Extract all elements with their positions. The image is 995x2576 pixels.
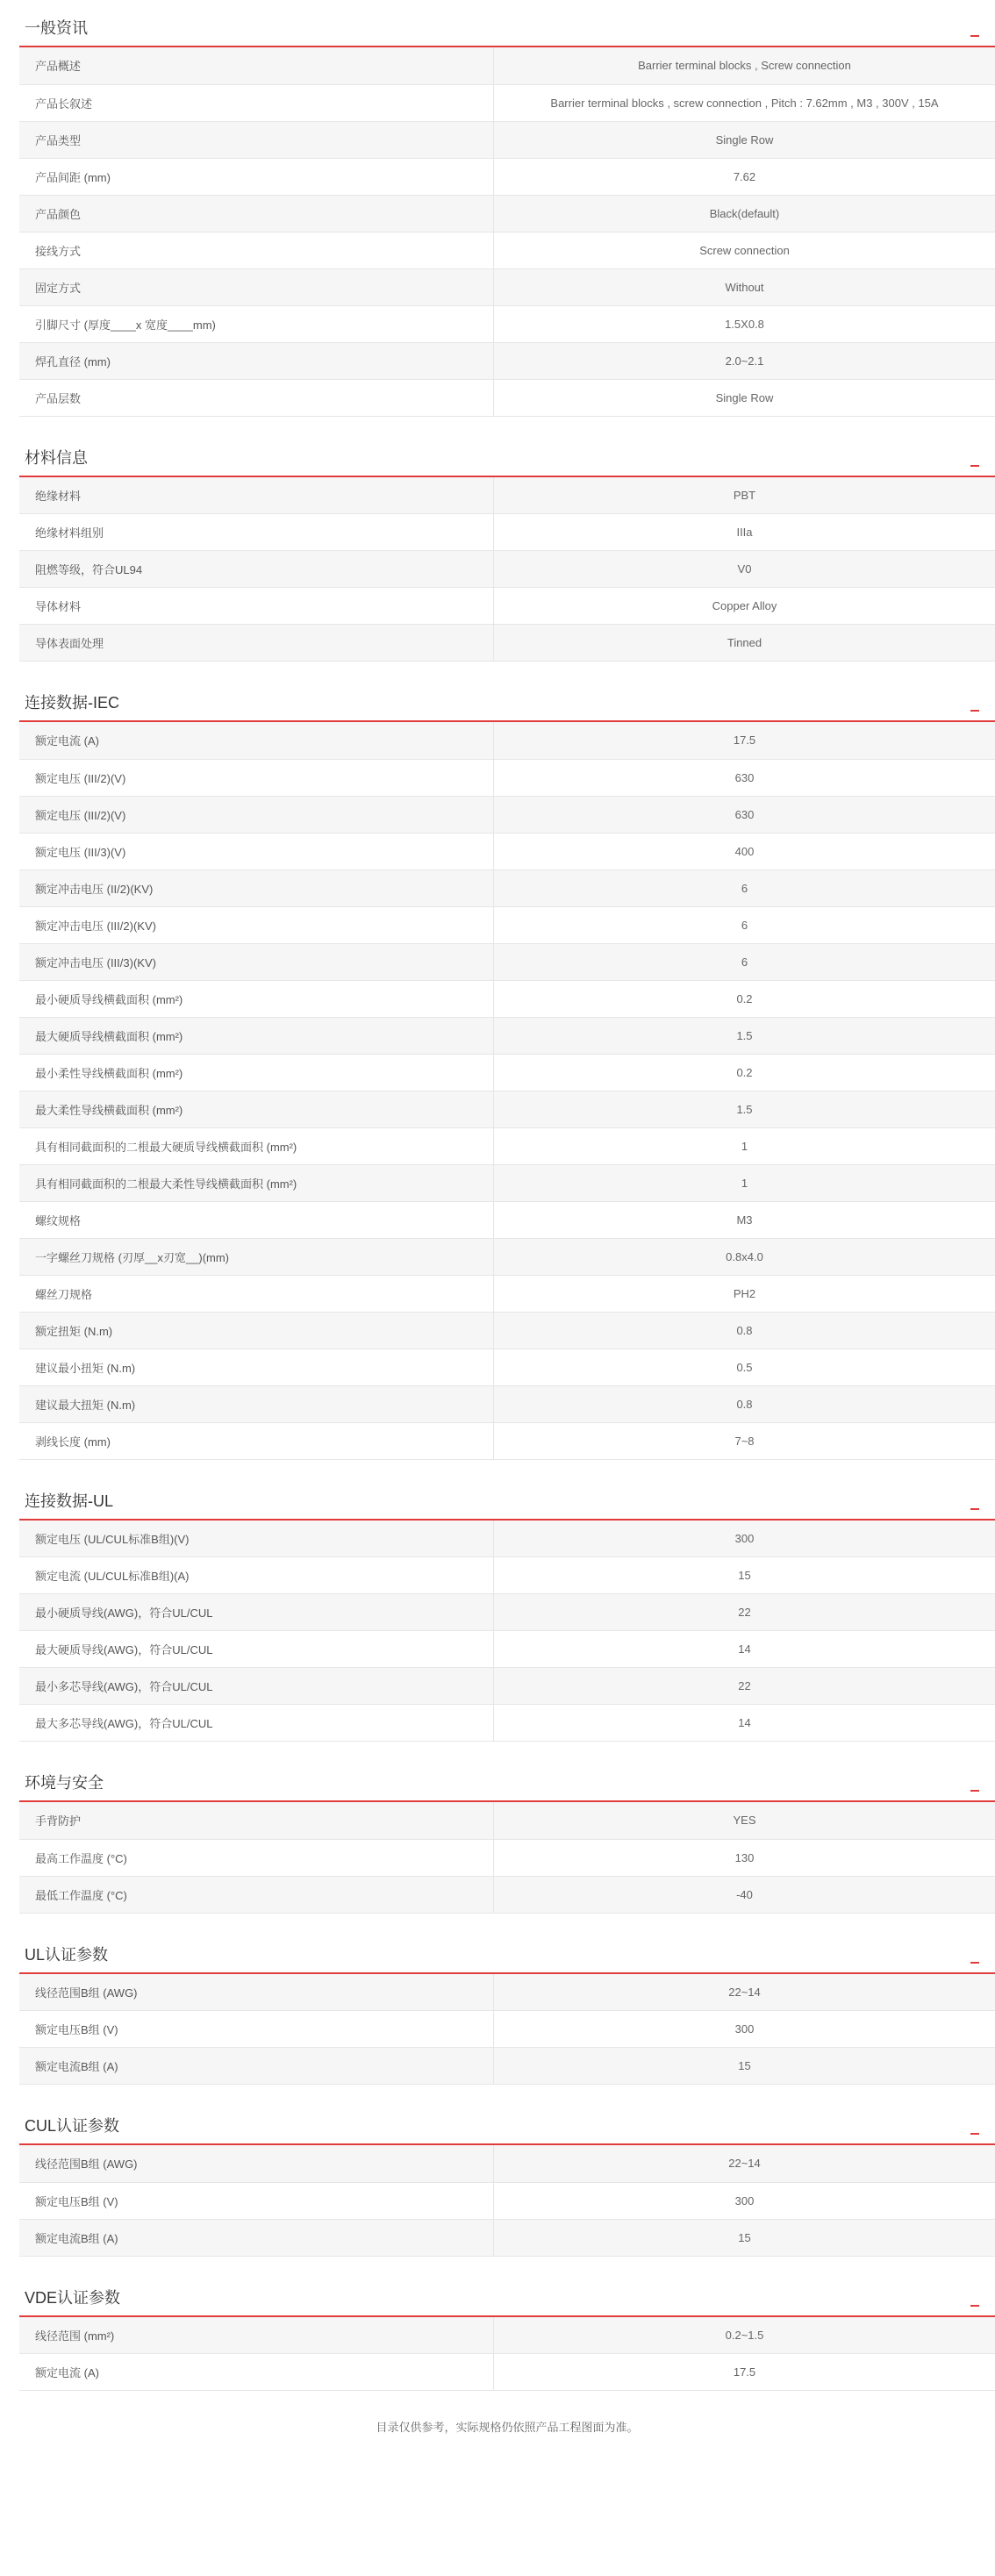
spec-label: 引脚尺寸 (厚度____x 宽度____mm) — [19, 305, 494, 342]
spec-value: 22 — [738, 1679, 751, 1692]
spec-value: YES — [733, 1814, 756, 1828]
table-row — [19, 1802, 995, 1839]
spec-label: 导体表面处理 — [19, 625, 494, 662]
table-row — [19, 1557, 995, 1594]
table-row — [19, 1668, 995, 1705]
spec-label: 螺纹规格 — [19, 1201, 494, 1238]
spec-section — [19, 1769, 995, 1914]
spec-sections — [19, 14, 995, 2391]
spec-label: 最大硬质导线横截面积 (mm²) — [19, 1017, 494, 1054]
spec-value: 1.5 — [736, 1028, 753, 1042]
spec-label: 最小柔性导线横截面积 (mm²) — [19, 1054, 494, 1091]
spec-table — [19, 2317, 995, 2392]
spec-value: 300 — [734, 2022, 755, 2036]
spec-section — [19, 14, 995, 417]
section-title: CUL认证参数 — [25, 2117, 120, 2135]
spec-label: 额定电压 (III/2)(V) — [19, 759, 494, 796]
spec-value: 0.8 — [736, 1323, 753, 1337]
table-row — [19, 1876, 995, 1913]
spec-value: 300 — [734, 1531, 755, 1545]
spec-value: 6 — [741, 918, 748, 932]
section-title: 连接数据-IEC — [25, 694, 119, 712]
spec-label: 额定电流 (A) — [19, 722, 494, 759]
table-row — [19, 1017, 995, 1054]
table-row — [19, 268, 995, 305]
spec-value: 300 — [734, 2193, 755, 2207]
spec-value: IIIa — [736, 526, 753, 539]
spec-value: 2.0~2.1 — [725, 354, 764, 368]
spec-value: Tinned — [727, 636, 762, 649]
spec-label: 额定电压 (III/3)(V) — [19, 833, 494, 869]
spec-label: 产品层数 — [19, 379, 494, 416]
spec-value: Barrier terminal blocks , Screw connection — [638, 59, 851, 73]
spec-section — [19, 2284, 995, 2392]
spec-value: 1 — [741, 1139, 748, 1153]
spec-value: 7.62 — [733, 169, 756, 183]
table-row — [19, 1705, 995, 1742]
spec-table — [19, 2145, 995, 2257]
table-row — [19, 47, 995, 84]
spec-label: 导体材料 — [19, 588, 494, 625]
table-row — [19, 1349, 995, 1385]
table-row — [19, 232, 995, 268]
table-row — [19, 1054, 995, 1091]
spec-label: 一字螺丝刀规格 (刃厚__x刃宽__)(mm) — [19, 1238, 494, 1275]
table-row — [19, 158, 995, 195]
spec-value: 0.8x4.0 — [726, 1249, 763, 1263]
table-row — [19, 551, 995, 588]
table-row — [19, 305, 995, 342]
table-row — [19, 2011, 995, 2048]
collapse-icon[interactable] — [969, 21, 981, 39]
spec-label: 额定电流B组 (A) — [19, 2219, 494, 2256]
spec-value: 15 — [738, 2230, 751, 2244]
spec-value: 630 — [734, 770, 755, 784]
spec-value: 6 — [741, 881, 748, 895]
spec-page — [19, 0, 995, 2435]
table-row — [19, 1974, 995, 2011]
spec-value: 400 — [734, 844, 755, 858]
table-row — [19, 1127, 995, 1164]
spec-value: 14 — [738, 1716, 751, 1729]
table-row — [19, 342, 995, 379]
collapse-icon[interactable] — [969, 451, 981, 469]
spec-value: 130 — [734, 1850, 755, 1864]
spec-value: 0.5 — [736, 1360, 753, 1374]
spec-value: V0 — [737, 562, 752, 576]
table-row — [19, 1091, 995, 1127]
spec-value: 0.2 — [736, 991, 753, 1005]
spec-section — [19, 1487, 995, 1742]
spec-label: 额定扭矩 (N.m) — [19, 1312, 494, 1349]
spec-value: 14 — [738, 1642, 751, 1656]
spec-label: 建议最小扭矩 (N.m) — [19, 1349, 494, 1385]
spec-value: 22~14 — [728, 2157, 761, 2171]
spec-label: 固定方式 — [19, 268, 494, 305]
table-row — [19, 1422, 995, 1459]
spec-value: 1.5X0.8 — [725, 317, 764, 331]
table-row — [19, 514, 995, 551]
spec-value: Barrier terminal blocks , screw connection , Pitch : 7.62mm , M3 , 300V , 15A — [550, 96, 939, 110]
table-row — [19, 1201, 995, 1238]
table-row — [19, 2182, 995, 2219]
spec-value: PBT — [733, 488, 756, 502]
spec-label: 最大硬质导线(AWG)，符合UL/CUL — [19, 1631, 494, 1668]
spec-value: 0.2~1.5 — [725, 2328, 764, 2342]
spec-label: 具有相同截面积的二根最大柔性导线横截面积 (mm²) — [19, 1164, 494, 1201]
spec-value: 1.5 — [736, 1102, 753, 1116]
spec-value: Black(default) — [709, 206, 780, 220]
spec-label: 额定电流B组 (A) — [19, 2048, 494, 2085]
spec-label: 接线方式 — [19, 232, 494, 268]
spec-section — [19, 2112, 995, 2257]
table-row — [19, 1312, 995, 1349]
spec-section — [19, 1941, 995, 2086]
section-header[interactable] — [19, 14, 995, 47]
spec-label: 额定电流 (UL/CUL标准B组)(A) — [19, 1557, 494, 1594]
spec-label: 最大多芯导线(AWG)，符合UL/CUL — [19, 1705, 494, 1742]
spec-label: 最小硬质导线横截面积 (mm²) — [19, 980, 494, 1017]
spec-value: 0.8 — [736, 1397, 753, 1411]
spec-table — [19, 1802, 995, 1914]
spec-label: 绝缘材料 — [19, 477, 494, 514]
spec-label: 手背防护 — [19, 1802, 494, 1839]
section-header[interactable] — [19, 1487, 995, 1521]
spec-value: 17.5 — [733, 733, 756, 748]
table-row — [19, 1164, 995, 1201]
spec-label: 最高工作温度 (°C) — [19, 1839, 494, 1876]
section-header[interactable] — [19, 2284, 995, 2317]
spec-table — [19, 722, 995, 1460]
spec-value: PH2 — [733, 1286, 756, 1300]
footnote: 目录仅供参考，实际规格仍依照产品工程图面为准。 — [376, 2421, 639, 2434]
spec-value: -40 — [736, 1887, 753, 1901]
spec-value: 1 — [741, 1176, 748, 1190]
spec-value: 15 — [738, 1569, 751, 1582]
spec-value: 0.2 — [736, 1065, 753, 1079]
spec-value: 22 — [738, 1606, 751, 1619]
spec-label: 产品类型 — [19, 121, 494, 158]
spec-label: 焊孔直径 (mm) — [19, 342, 494, 379]
section-header[interactable] — [19, 1941, 995, 1974]
collapse-icon[interactable] — [969, 696, 981, 713]
spec-table — [19, 477, 995, 662]
spec-value: 6 — [741, 955, 748, 969]
section-title: 材料信息 — [25, 448, 88, 467]
spec-value: Copper Alloy — [712, 599, 777, 612]
spec-value: Without — [725, 280, 764, 294]
table-row — [19, 1839, 995, 1876]
spec-value: 7~8 — [734, 1434, 755, 1448]
table-row — [19, 195, 995, 232]
spec-label: 绝缘材料组别 — [19, 514, 494, 551]
table-row — [19, 869, 995, 906]
spec-label: 线径范围B组 (AWG) — [19, 2145, 494, 2182]
spec-label: 产品概述 — [19, 47, 494, 84]
section-header[interactable] — [19, 689, 995, 722]
table-row — [19, 477, 995, 514]
spec-label: 额定冲击电压 (II/2)(KV) — [19, 869, 494, 906]
spec-label: 额定冲击电压 (III/2)(KV) — [19, 906, 494, 943]
spec-label: 线径范围B组 (AWG) — [19, 1974, 494, 2011]
table-row — [19, 1238, 995, 1275]
spec-value: Single Row — [715, 390, 774, 404]
table-row — [19, 625, 995, 662]
table-row — [19, 1594, 995, 1631]
table-row — [19, 1385, 995, 1422]
collapse-icon[interactable] — [969, 1776, 981, 1793]
section-header[interactable] — [19, 2112, 995, 2145]
spec-label: 额定电流 (A) — [19, 2354, 494, 2391]
table-row — [19, 1275, 995, 1312]
spec-section — [19, 689, 995, 1460]
spec-section — [19, 444, 995, 662]
spec-label: 线径范围 (mm²) — [19, 2317, 494, 2354]
spec-label: 额定电压B组 (V) — [19, 2182, 494, 2219]
spec-table — [19, 1974, 995, 2086]
spec-label: 额定电压 (III/2)(V) — [19, 796, 494, 833]
section-title: 环境与安全 — [25, 1774, 104, 1792]
table-row — [19, 980, 995, 1017]
table-row — [19, 121, 995, 158]
spec-value: Single Row — [715, 132, 774, 147]
spec-label: 额定电压B组 (V) — [19, 2011, 494, 2048]
spec-value: 630 — [734, 807, 755, 821]
collapse-icon[interactable] — [969, 1494, 981, 1512]
spec-label: 建议最大扭矩 (N.m) — [19, 1385, 494, 1422]
collapse-icon[interactable] — [969, 2291, 981, 2308]
spec-table — [19, 1521, 995, 1742]
section-header[interactable] — [19, 444, 995, 477]
table-row — [19, 833, 995, 869]
table-row — [19, 1631, 995, 1668]
table-row — [19, 84, 995, 121]
table-row — [19, 588, 995, 625]
spec-label: 额定冲击电压 (III/3)(KV) — [19, 943, 494, 980]
spec-value: 22~14 — [728, 1985, 761, 1999]
spec-label: 最低工作温度 (°C) — [19, 1876, 494, 1913]
spec-label: 螺丝刀规格 — [19, 1275, 494, 1312]
section-title: 一般资讯 — [25, 19, 88, 37]
collapse-icon[interactable] — [969, 1948, 981, 1965]
section-title: 连接数据-UL — [25, 1492, 114, 1510]
spec-value: 15 — [738, 2059, 751, 2072]
table-row — [19, 2145, 995, 2182]
spec-value: 17.5 — [733, 2365, 756, 2379]
spec-label: 最大柔性导线横截面积 (mm²) — [19, 1091, 494, 1127]
table-row — [19, 906, 995, 943]
section-title: VDE认证参数 — [25, 2288, 121, 2307]
table-row — [19, 2048, 995, 2085]
spec-label: 具有相同截面积的二根最大硬质导线横截面积 (mm²) — [19, 1127, 494, 1164]
section-header[interactable] — [19, 1769, 995, 1802]
section-title: UL认证参数 — [25, 1945, 109, 1964]
table-row — [19, 759, 995, 796]
spec-label: 产品长叙述 — [19, 84, 494, 121]
spec-label: 额定电压 (UL/CUL标准B组)(V) — [19, 1521, 494, 1557]
table-row — [19, 2354, 995, 2391]
spec-label: 最小硬质导线(AWG)，符合UL/CUL — [19, 1594, 494, 1631]
table-row — [19, 722, 995, 759]
table-row — [19, 2219, 995, 2256]
table-row — [19, 1521, 995, 1557]
spec-value: M3 — [736, 1213, 753, 1227]
collapse-icon[interactable] — [969, 2119, 981, 2136]
spec-label: 剥线长度 (mm) — [19, 1422, 494, 1459]
spec-label: 产品颜色 — [19, 195, 494, 232]
spec-table — [19, 47, 995, 417]
spec-label: 最小多芯导线(AWG)，符合UL/CUL — [19, 1668, 494, 1705]
table-row — [19, 943, 995, 980]
spec-label: 产品间距 (mm) — [19, 158, 494, 195]
table-row — [19, 2317, 995, 2354]
spec-value: Screw connection — [699, 243, 790, 257]
spec-label: 阻燃等级，符合UL94 — [19, 551, 494, 588]
table-row — [19, 796, 995, 833]
table-row — [19, 379, 995, 416]
